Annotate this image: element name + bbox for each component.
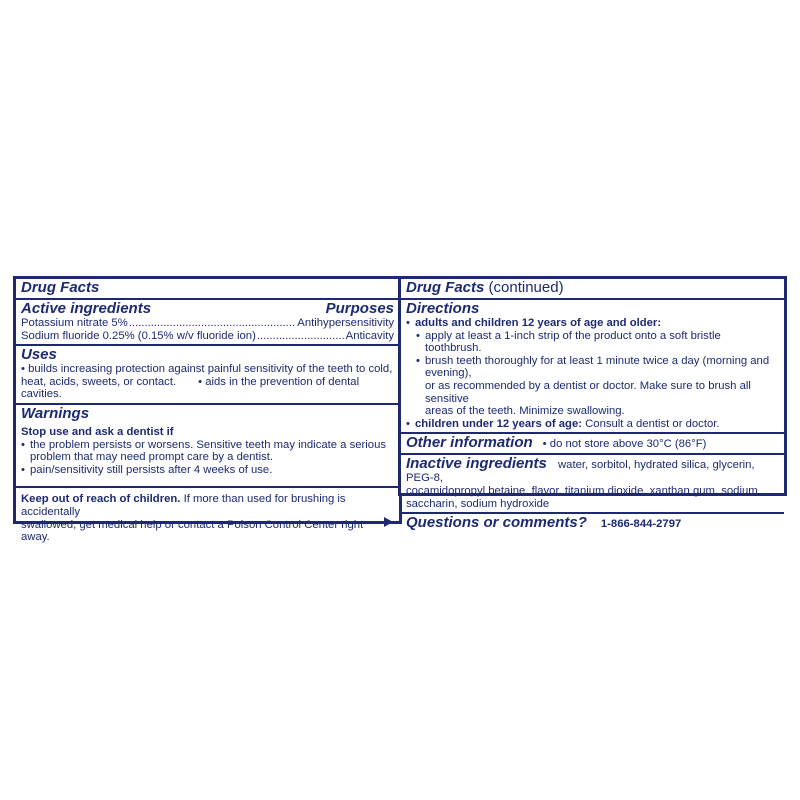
keep-out-text: Keep out of reach of children. If more than used for brushing is accidentally swallowed, get medical help or contact a Poison Control Center right away. [21,493,364,544]
active-ingredient-row [21,330,394,343]
directions-section [401,300,784,434]
drug-facts-panel-left [13,276,402,544]
other-information-text: • do not store above 30°C (86°F) [542,438,707,451]
questions-section [401,514,784,533]
other-information-heading: Other information [406,434,533,452]
active-ingredients-heading: Active ingredients [21,300,152,317]
directions-heading: Directions [406,300,480,317]
warning-item: • pain/sensitivity still persists after 4 weeks of use. [21,463,273,476]
direction-item: • adults and children 12 years of age and older: [406,317,662,329]
continued-label: (continued) [488,279,564,296]
other-information-section [401,434,784,455]
drug-facts-header [16,279,399,300]
drug-facts-panel-right [398,276,787,532]
active-ingredient-row [21,317,394,330]
warnings-heading: Warnings [21,404,90,422]
continue-arrow-icon [384,517,393,527]
inactive-ingredients-text: Inactive ingredients water, sorbitol, hydrated silica, glycerin, PEG-8, cocamidopropyl betaine, flavor, titanium dioxide, xanthan gum, sodium saccharin, sodium hydroxide [406,455,758,510]
purposes-heading: Purposes [325,300,394,317]
direction-subitem: • brush teeth thoroughly for at least 1 minute twice a day (morning and evening), or as recommended by a dentist or doctor. Make sure to brush all sensitive areas of the teeth. Minimize swallowing. [416,354,770,418]
drug-facts-title: Drug Facts [406,279,485,296]
drug-facts-title: Drug Facts [21,279,100,296]
uses-heading: Uses [21,346,57,364]
uses-section [16,346,399,405]
uses-text: • builds increasing protection against painful sensitivity of the teeth to cold, heat, acids, sweets, or contact. • aids in the prevention of dental cavities. [21,363,393,401]
ingredient-name: Potassium nitrate 5% [21,317,128,329]
warning-item: • the problem persists or worsens. Sensitive teeth may indicate a serious problem that may need prompt care by a dentist. [21,438,387,464]
inactive-ingredients-heading: Inactive ingredients [406,455,547,473]
direction-subitem: • apply at least a 1-inch strip of the product onto a soft bristle toothbrush. [416,329,721,355]
active-ingredients-section [16,300,399,346]
drug-facts-continued-header [401,279,784,300]
ingredient-purpose: Anticavity [345,329,394,342]
keep-out-section [16,488,399,544]
ingredient-name: Sodium fluoride 0.25% (0.15% w/v fluoride ion) [21,329,256,342]
questions-heading: Questions or comments? [406,514,587,532]
inactive-ingredients-section [401,455,784,514]
ingredient-purpose: Antihypersensitivity [297,317,394,329]
phone-number: 1-866-844-2797 [600,518,682,531]
direction-item: • children under 12 years of age: Consult a dentist or doctor. [406,417,720,430]
stop-use-heading: Stop use and ask a dentist if [21,425,174,438]
warnings-section [16,405,399,488]
